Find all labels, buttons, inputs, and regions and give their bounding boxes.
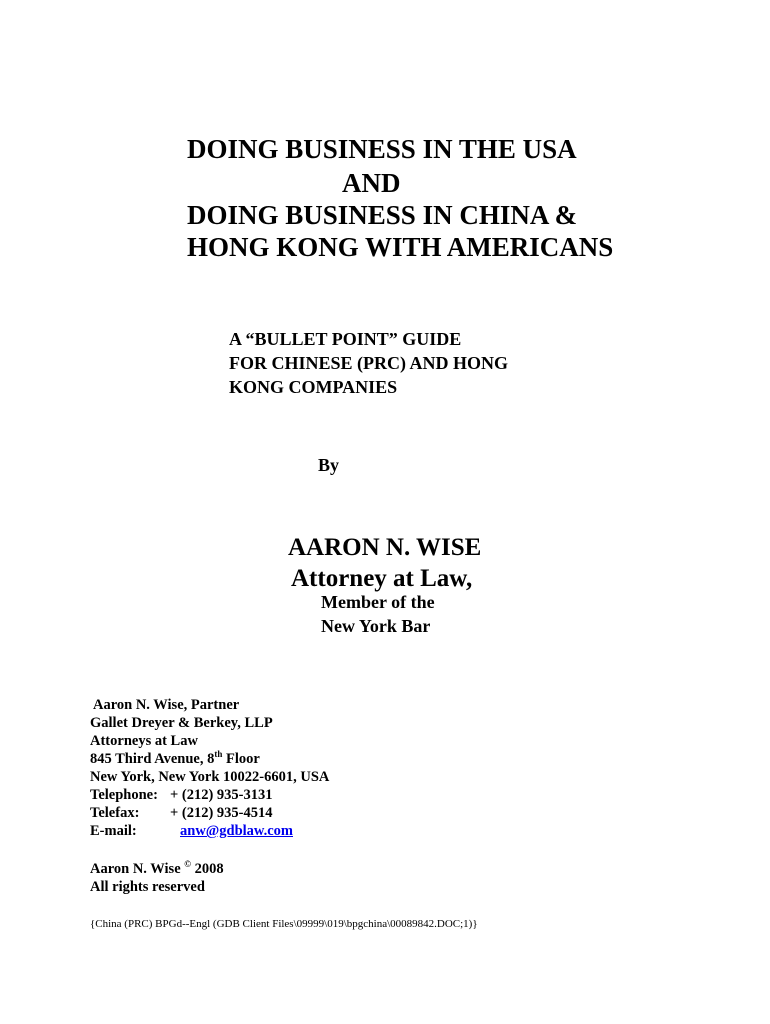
- contact-telefax-label: Telefax:: [90, 805, 140, 821]
- title-line-3: DOING BUSINESS IN CHINA &: [187, 200, 578, 230]
- contact-firm: Gallet Dreyer & Berkey, LLP: [90, 715, 273, 731]
- contact-address: [90, 749, 260, 767]
- contact-email-label: E-mail:: [90, 823, 137, 839]
- contact-telephone-value: + (212) 935-3131: [170, 787, 273, 803]
- title-line-2: AND: [342, 168, 401, 198]
- contact-telefax-value: + (212) 935-4514: [170, 805, 273, 821]
- contact-address-prefix: 845 Third Avenue, 8: [90, 751, 215, 767]
- copyright-line-2: All rights reserved: [90, 879, 205, 895]
- author-title: Attorney at Law,: [291, 565, 473, 592]
- title-line-1: DOING BUSINESS IN THE USA: [187, 134, 577, 164]
- author-name: AARON N. WISE: [288, 534, 482, 561]
- copyright-year: 2008: [191, 861, 224, 877]
- document-reference-footer: {China (PRC) BPGd--Engl (GDB Client Files\09999\019\bpgchina\00089842.DOC;1)}: [90, 918, 478, 930]
- copyright-line-1: [90, 859, 224, 877]
- byline: By: [318, 455, 340, 475]
- copyright-prefix: Aaron N. Wise: [90, 861, 185, 877]
- subtitle-line-2: FOR CHINESE (PRC) AND HONG: [229, 353, 509, 373]
- contact-email-link[interactable]: anw@gdblaw.com: [180, 823, 293, 839]
- subtitle-line-3: KONG COMPANIES: [229, 377, 398, 397]
- contact-name-role: Aaron N. Wise, Partner: [93, 697, 240, 713]
- contact-telephone-label: Telephone:: [90, 787, 158, 803]
- author-member-line-2: New York Bar: [321, 616, 431, 636]
- contact-city: New York, New York 10022-6601, USA: [90, 769, 330, 785]
- contact-address-suffix: Floor: [222, 751, 260, 767]
- copyright-symbol: ©: [184, 859, 191, 870]
- author-member-line-1: Member of the: [321, 592, 435, 612]
- title-line-4: HONG KONG WITH AMERICANS: [187, 232, 614, 262]
- contact-firm-type: Attorneys at Law: [90, 733, 198, 749]
- contact-address-sup: th: [214, 749, 223, 760]
- subtitle-line-1: A “BULLET POINT” GUIDE: [229, 329, 462, 349]
